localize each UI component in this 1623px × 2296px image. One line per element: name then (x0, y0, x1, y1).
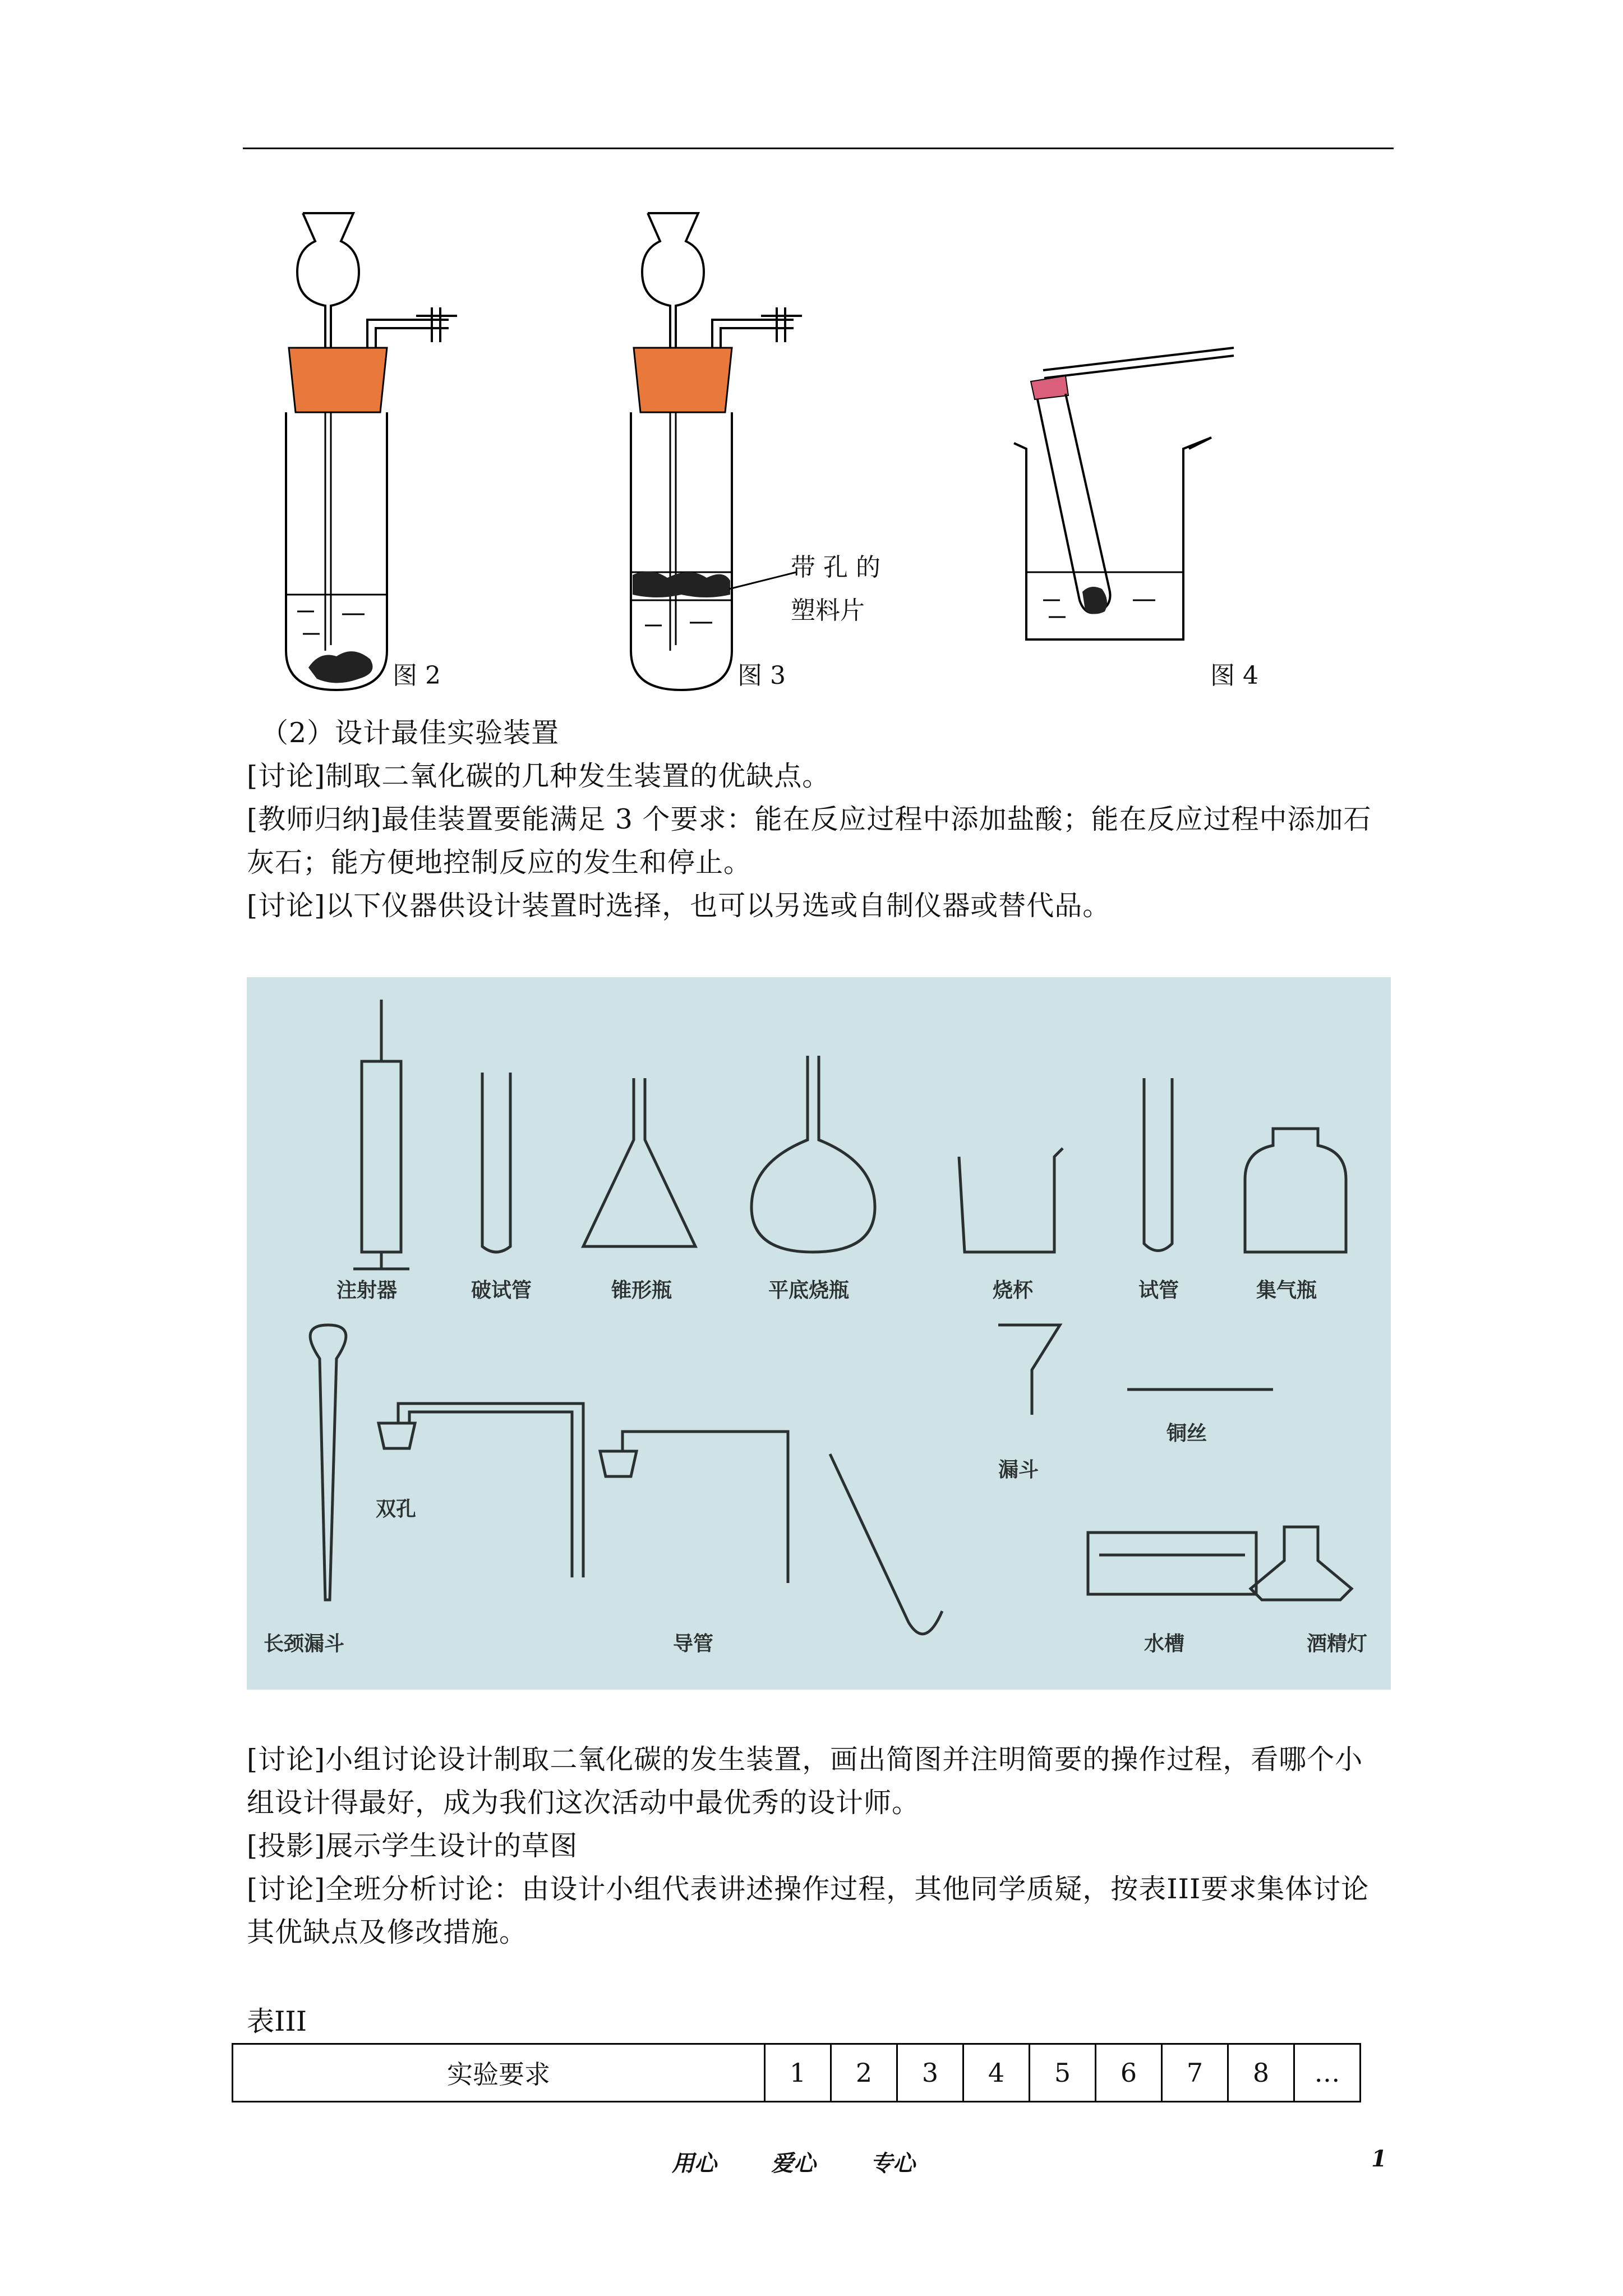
footer-motto-1: 用心 (672, 2150, 717, 2177)
table-row (233, 2044, 1361, 2102)
label-two-hole: 双孔 (376, 1498, 417, 1521)
instruments-photo (247, 977, 1391, 1690)
label-beaker: 烧杯 (993, 1279, 1034, 1302)
label-syringe: 注射器 (336, 1279, 398, 1302)
label-funnel: 漏斗 (998, 1458, 1039, 1481)
label-gas-jar: 集气瓶 (1256, 1279, 1317, 1302)
table-cell: … (1294, 2044, 1361, 2102)
paragraph-line: [讨论]小组讨论设计制取二氧化碳的发生装置，画出简图并注明简要的操作过程，看哪个小 (247, 1743, 1363, 1775)
paragraph-line: [讨论]制取二氧化碳的几种发生装置的优缺点。 (247, 760, 831, 792)
table-cell: 8 (1228, 2044, 1294, 2102)
paragraph-line: [讨论]全班分析讨论：由设计小组代表讲述操作过程，其他同学质疑，按表III要求集体讨论 (247, 1873, 1370, 1905)
table-title: 表III (247, 2005, 307, 2037)
label-alcohol-lamp: 酒精灯 (1307, 1632, 1368, 1655)
label-copper-wire: 铜丝 (1166, 1422, 1207, 1445)
table-cell: 7 (1162, 2044, 1228, 2102)
figure-3-label-line2: 塑料片 (791, 596, 865, 625)
section-heading: （2）设计最佳实验装置 (261, 717, 560, 749)
table-cell: 1 (765, 2044, 831, 2102)
paragraph-line: [教师归纳]最佳装置要能满足 3 个要求：能在反应过程中添加盐酸；能在反应过程中添加石 (247, 803, 1372, 835)
paragraph-line: 组设计得最好，成为我们这次活动中最优秀的设计师。 (247, 1787, 920, 1819)
figure-2-caption: 图 2 (393, 661, 441, 690)
header-rule (243, 148, 1394, 149)
table-header-cell: 实验要求 (233, 2044, 765, 2102)
label-test-tube: 试管 (1138, 1279, 1179, 1302)
paragraph-line: [投影]展示学生设计的草图 (247, 1830, 578, 1862)
table-cell: 5 (1030, 2044, 1096, 2102)
label-water-trough: 水槽 (1144, 1632, 1185, 1655)
paragraph-line: 灰石；能方便地控制反应的发生和停止。 (247, 846, 752, 878)
figure-4-caption: 图 4 (1210, 661, 1258, 690)
figure-3-label-line1: 带 孔 的 (791, 553, 880, 582)
paragraph-line: 其优缺点及修改措施。 (247, 1916, 528, 1948)
footer-motto-3: 专心 (870, 2150, 915, 2177)
paragraph-line: [讨论]以下仪器供设计装置时选择，也可以另选或自制仪器或替代品。 (247, 890, 1111, 922)
table-cell: 4 (963, 2044, 1030, 2102)
label-tubing: 导管 (673, 1632, 714, 1655)
figure-2-apparatus (269, 208, 505, 696)
label-thistle-funnel: 长颈漏斗 (264, 1632, 345, 1655)
table-cell: 2 (831, 2044, 897, 2102)
table-cell: 6 (1096, 2044, 1162, 2102)
page-number: 1 (1371, 2146, 1387, 2172)
figure-4-apparatus (1009, 337, 1245, 656)
label-broken-tube: 破试管 (471, 1279, 532, 1302)
footer-motto-2: 爱心 (771, 2150, 816, 2177)
requirements-table (232, 2043, 1361, 2102)
figure-3-caption: 图 3 (737, 661, 786, 690)
table-cell: 3 (897, 2044, 963, 2102)
label-flat-flask: 平底烧瓶 (768, 1279, 850, 1302)
label-conical-flask: 锥形瓶 (611, 1279, 672, 1302)
